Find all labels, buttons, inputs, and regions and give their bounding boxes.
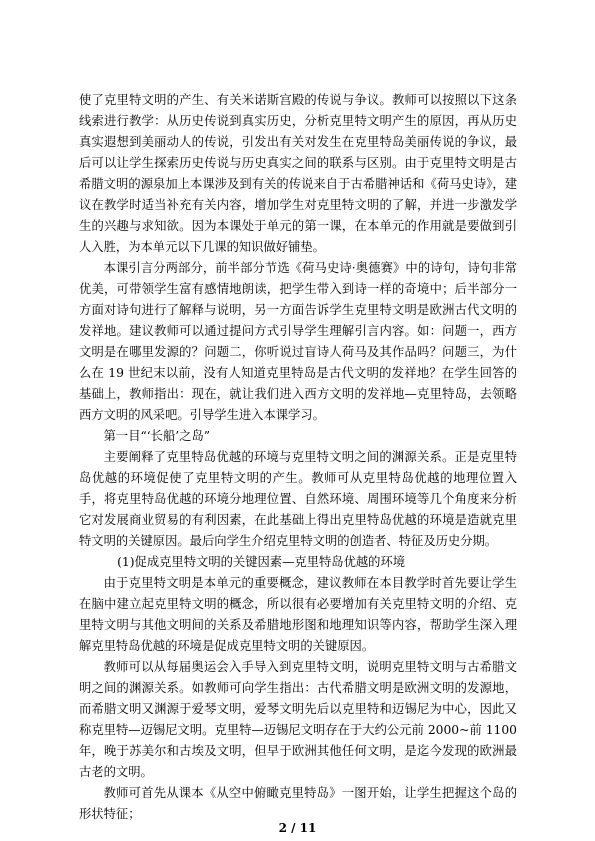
subsection-heading-1: (1)促成克里特文明的关键因素—克里特岛优越的环境 xyxy=(117,555,406,569)
body-text xyxy=(79,90,517,825)
paragraph-2: 本课引言分两部分，前半部分节选《荷马史诗·奥德赛》中的诗句，诗句非常优美，可带领学生富有感情地朗读，把学生带入到诗一样的奇境中；后半部分一方面对诗句进行了解释与说明，另一方面告诉学生克里特文明是欧洲古代文明的发祥地。建议教师可以通过提问方式引导学生理解引言内容。如：问题一，西方文明是在哪里发源的？问题二，你听说过盲诗人荷马及其作品吗？问题三，为什么在 19 世纪末以前，没有人知道克里特岛是古代文明的发祥地？在学生回答的基础上，教师指出：现在，就让我们进入西方文明的发祥地—克里特岛，去领略西方文明的风采吧。引导学生进入本课学习。 xyxy=(79,261,517,422)
paragraph-1: 使了克里特文明的产生、有关米诺斯宫殿的传说与争议。教师可以按照以下这条线索进行教学：从历史传说到真实历史，分析克里特文明产生的原因，再从历史真实遐想到美丽动人的传说，引发出有关对发生在克里特岛美丽传说的争议，最后可以让学生探索历史传说与历史真实之间的联系与区别。由于克里特文明是古希腊文明的源泉加上本课涉及到有关的传说来自于古希腊神话和《荷马史诗》，建议在教学时适当补充有关内容，增加学生对克里特文明的了解，并进一步激发学生的兴趣与求知欲。因为本课处于单元的第一课，在本单元的作用就是要做到引人入胜，为本单元以下几课的知识做好铺垫。 xyxy=(79,93,517,254)
page-number: 2 / 11 xyxy=(278,821,317,835)
paragraph-5: 教师可以从每届奥运会入手导入到克里特文明，说明克里特文明与古希腊文明之间的渊源关系。如教师可向学生指出：古代希腊文明是欧洲文明的发源地，而希腊文明又渊源于爱琴文明，爱琴文明先后以克里特和迈锡尼为中心，因此又称克里特—迈锡尼文明。克里特—迈锡尼文明存在于大约公元前 2000~前 1100 年，晚于苏美尔和古埃及文明，但早于欧洲其他任何文明，是迄今发现的欧洲最古老的文明。 xyxy=(79,660,517,779)
paragraph-4: 由于克里特文明是本单元的重要概念，建议教师在本目教学时首先要让学生在脑中建立起克里特文明的概念，所以很有必要增加有关克里特文明的介绍、克里特文明与其他文明间的关系及希腊地形图和地理知识等内容，帮助学生深入理解克里特岛优越的环境是促成克里特文明的关键原因。 xyxy=(79,576,517,653)
section-heading-1: 第一目“‘长船’之岛” xyxy=(103,429,211,443)
paragraph-3: 主要阐释了克里特岛优越的环境与克里特文明之间的渊源关系。正是克里特岛优越的环境促使了克里特文明的产生。教师可从克里特岛优越的地理位置入手，将克里特岛优越的环境分地理位置、自然环境、周围环境等几个角度来分析它对发展商业贸易的有利因素，在此基础上得出克里特岛优越的环境是造就克里特文明的关键原因。最后向学生介绍克里特文明的创造者、特征及历史分期。 xyxy=(79,450,517,548)
paragraph-6: 教师可首先从课本《从空中俯瞰克里特岛》一图开始，让学生把握这个岛的形状特征； xyxy=(79,786,517,821)
